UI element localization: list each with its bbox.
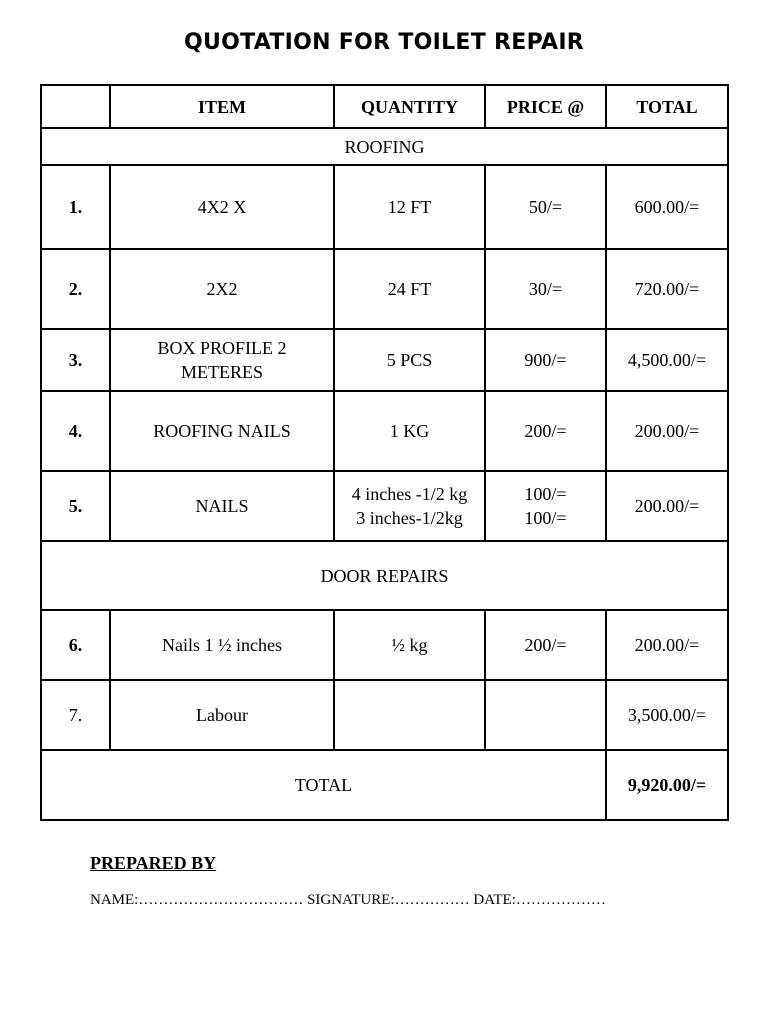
grand-total-label: TOTAL [41, 750, 606, 820]
row-quantity: 1 KG [334, 391, 485, 471]
row-total: 3,500.00/= [606, 680, 728, 750]
row-item [110, 329, 334, 391]
document-title: QUOTATION FOR TOILET REPAIR [183, 30, 585, 55]
row-total: 4,500.00/= [606, 329, 728, 391]
row-item-line: BOX PROFILE 2 [157, 338, 287, 358]
row-item-line: METERES [180, 362, 263, 382]
row-price: 900/= [485, 329, 606, 391]
row-item: 4X2 X [110, 165, 334, 249]
row-item: 2X2 [110, 249, 334, 329]
row-total: 600.00/= [606, 165, 728, 249]
signature-field: SIGNATURE:…………… [307, 892, 470, 908]
row-number: 6. [41, 610, 110, 680]
row-item: Labour [110, 680, 334, 750]
table-row [41, 680, 728, 750]
table-row [41, 391, 728, 471]
date-field: DATE:……………… [473, 892, 606, 908]
section-title-roofing: ROOFING [41, 128, 728, 165]
signature-line [90, 892, 606, 909]
table-row [41, 471, 728, 541]
row-item: NAILS [110, 471, 334, 541]
row-total: 200.00/= [606, 391, 728, 471]
grand-total-row [41, 750, 728, 820]
row-price-line: 100/= [524, 484, 567, 504]
name-field: NAME:…………………………… [90, 892, 304, 908]
table-row [41, 165, 728, 249]
row-number: 7. [41, 680, 110, 750]
row-number: 2. [41, 249, 110, 329]
row-number: 4. [41, 391, 110, 471]
row-item: Nails 1 ½ inches [110, 610, 334, 680]
row-total: 200.00/= [606, 471, 728, 541]
header-quantity: QUANTITY [334, 85, 485, 128]
quotation-table [40, 84, 729, 821]
row-price-line: 100/= [524, 508, 567, 528]
header-price: PRICE @ [485, 85, 606, 128]
row-item: ROOFING NAILS [110, 391, 334, 471]
row-price: 200/= [485, 391, 606, 471]
table-row [41, 249, 728, 329]
row-number: 1. [41, 165, 110, 249]
section-row-roofing [41, 128, 728, 165]
header-num [41, 85, 110, 128]
row-price [485, 471, 606, 541]
row-quantity-line: 3 inches-1/2kg [356, 508, 463, 528]
section-row-door-repairs [41, 541, 728, 610]
header-total: TOTAL [606, 85, 728, 128]
table-row [41, 329, 728, 391]
row-total: 720.00/= [606, 249, 728, 329]
row-quantity-line: 4 inches -1/2 kg [351, 484, 468, 504]
row-price: 200/= [485, 610, 606, 680]
prepared-by-heading: PREPARED BY [90, 853, 217, 873]
section-title-door-repairs: DOOR REPAIRS [41, 541, 728, 610]
row-quantity: 5 PCS [334, 329, 485, 391]
row-quantity [334, 471, 485, 541]
row-number: 3. [41, 329, 110, 391]
row-price: 50/= [485, 165, 606, 249]
row-quantity: 12 FT [334, 165, 485, 249]
header-item: ITEM [110, 85, 334, 128]
row-total: 200.00/= [606, 610, 728, 680]
grand-total-value: 9,920.00/= [606, 750, 728, 820]
row-quantity: 24 FT [334, 249, 485, 329]
row-quantity [334, 680, 485, 750]
row-number: 5. [41, 471, 110, 541]
table-header-row [41, 85, 728, 128]
table-row [41, 610, 728, 680]
row-price [485, 680, 606, 750]
row-price: 30/= [485, 249, 606, 329]
row-quantity: ½ kg [334, 610, 485, 680]
